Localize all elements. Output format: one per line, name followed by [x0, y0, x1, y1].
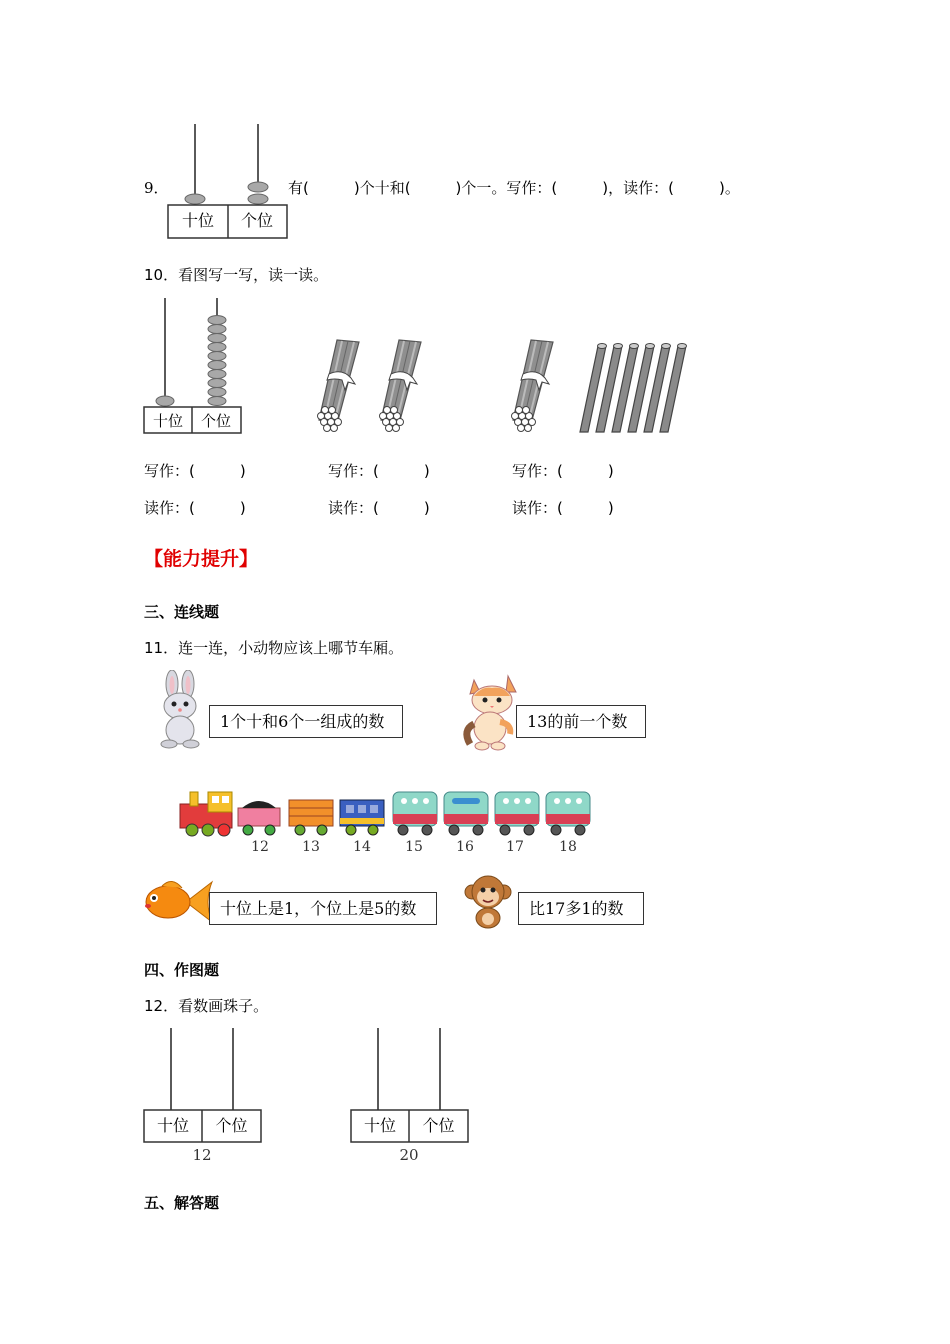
- monkey-icon: [462, 872, 514, 930]
- q10-read-3: 读作：( ): [512, 499, 614, 517]
- monkey-clue-box[interactable]: 比17多1的数: [518, 892, 644, 925]
- q12-left-tens-label: 十位: [156, 1116, 189, 1135]
- q9-number: 9．: [144, 179, 169, 197]
- section5-heading: 五、解答题: [144, 1194, 220, 1212]
- q12-title: 12．看数画珠子。: [144, 997, 269, 1015]
- section3-heading: 三、连线题: [144, 603, 220, 621]
- car-number: 17: [506, 839, 524, 855]
- section4-heading: 四、作图题: [144, 961, 220, 979]
- car-number: 18: [559, 839, 577, 855]
- q10-tens-label: 十位: [152, 412, 183, 430]
- q12-right-tens-label: 十位: [363, 1116, 396, 1135]
- car-number: 13: [302, 839, 320, 855]
- one-bundle-and-six-sticks: [506, 328, 716, 436]
- q9-ones-label: 个位: [240, 211, 273, 230]
- train-image: [176, 786, 600, 840]
- q12-right-ones-label: 个位: [422, 1116, 455, 1135]
- car-number: 15: [405, 839, 423, 855]
- fish-clue-box[interactable]: 十位上是1，个位上是5的数: [209, 892, 437, 925]
- q10-read-1: 读作：( ): [144, 499, 246, 517]
- rabbit-icon: [152, 670, 212, 750]
- q10-ones-label: 个位: [200, 412, 231, 430]
- q12-left-ones-label: 个位: [215, 1116, 248, 1135]
- q11-title: 11．连一连，小动物应该上哪节车厢。: [144, 639, 404, 657]
- cat-clue-box[interactable]: 13的前一个数: [516, 705, 646, 738]
- q10-write-3: 写作：( ): [512, 462, 614, 480]
- rabbit-clue-box[interactable]: 1个十和6个一组成的数: [209, 705, 403, 738]
- two-bundles-of-ten-sticks: [312, 328, 442, 436]
- q12-left-number: 12: [192, 1146, 212, 1164]
- q10-write-2: 写作：( ): [328, 462, 430, 480]
- q9-question-text: 有( )个十和( )个一。写作：( )，读作：( )。: [288, 179, 740, 197]
- car-number: 16: [456, 839, 474, 855]
- car-number: 14: [353, 839, 371, 855]
- q10-title: 10．看图写一写，读一读。: [144, 266, 329, 284]
- goldfish-icon: [142, 876, 216, 928]
- q10-read-2: 读作：( ): [328, 499, 430, 517]
- q10-write-1: 写作：( ): [144, 462, 246, 480]
- q9-tens-label: 十位: [181, 211, 214, 230]
- cat-icon: [460, 670, 522, 756]
- q12-right-number: 20: [399, 1146, 419, 1164]
- section-ability-heading: 【能力提升】: [144, 548, 259, 570]
- car-number: 12: [251, 839, 269, 855]
